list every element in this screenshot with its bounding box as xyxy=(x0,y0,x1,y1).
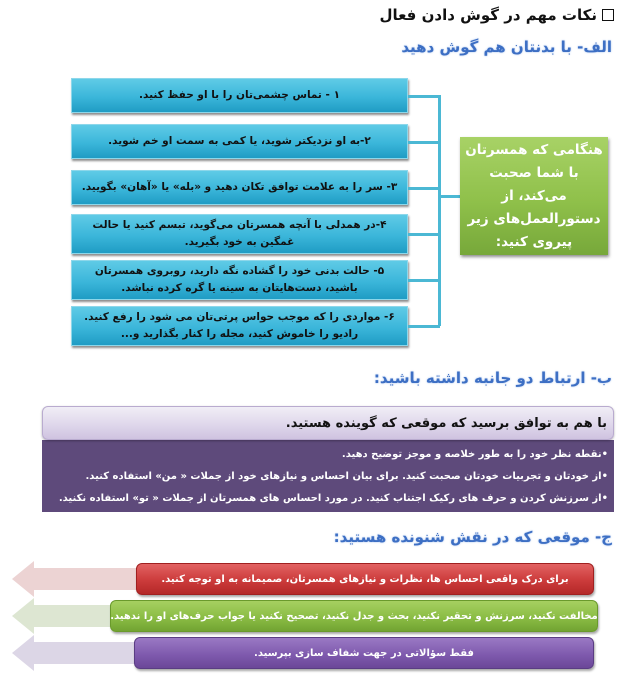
listener-row-2 xyxy=(12,598,598,634)
connector-h-4 xyxy=(408,233,440,236)
section-b-title: ب- ارتباط دو جانبه داشته باشید: xyxy=(373,369,612,387)
guideline-item-2: ۲-به او نزدیکتر شوید، یا کمی به سمت او خم شوید. xyxy=(71,124,408,159)
section-c-title: ج- موقعی که در نقش شنونده هستید: xyxy=(333,528,612,546)
guideline-item-3: ۳- سر را به علامت توافق تکان دهید و «بله» یا «آهان» بگویید. xyxy=(71,170,408,205)
listener-tip-1: برای درک واقعی احساس ها، نظرات و نیازهای همسرتان، صمیمانه به او توجه کنید. xyxy=(136,563,594,595)
guideline-item-4: ۴-در همدلی با آنچه همسرتان می‌گوید، تبسم کنید یا حالت غمگین به خود بگیرید. xyxy=(71,214,408,254)
page-title xyxy=(379,6,614,24)
listener-tip-3: فقط سؤالاتی در جهت شفاف سازی بپرسید. xyxy=(134,637,594,669)
listener-row-3 xyxy=(12,635,592,671)
connector-h-5 xyxy=(408,279,440,282)
speaker-bullets xyxy=(42,440,614,512)
speaker-bullet-3: •از سرزنش کردن و حرف های رکیک اجتناب کنید. در مورد احساس های همسرتان از جملات « تو» استفاده نکنید. xyxy=(58,493,608,504)
page-title-text: نکات مهم در گوش دادن فعال xyxy=(379,6,597,24)
speaker-bullet-1: •نقطه نظر خود را به طور خلاصه و موجز توضیح دهید. xyxy=(341,449,608,460)
connector-h-6 xyxy=(408,325,440,328)
connector-h-2 xyxy=(408,141,440,144)
guideline-item-5: ۵- حالت بدنی خود را گشاده نگه دارید، روبروی همسرتان باشید، دست‌هایتان به سینه یا گره کرده نباشد. xyxy=(71,260,408,300)
speaker-agreement-header: با هم به توافق برسید که موقعی که گوینده هستید. xyxy=(42,406,614,440)
connector-h-1 xyxy=(408,95,440,98)
section-a-title: الف- با بدنتان هم گوش دهید xyxy=(401,38,612,56)
guideline-item-6: ۶- مواردی را که موجب حواس پرتی‌تان می شود را رفع کنید. رادیو را خاموش کنید، مجله را کنار بگذارید و... xyxy=(71,306,408,346)
central-instruction-box: هنگامی که همسرتان با شما صحبت می‌کند، از دستورالعمل‌های زیر پیروی کنید: xyxy=(460,137,608,255)
listener-row-1 xyxy=(12,561,592,597)
listener-tip-2: مخالفت نکنید، سرزنش و تحقیر نکنید، بحث و جدل نکنید، تصحیح نکنید یا جواب حرف‌های او را ندهید. xyxy=(110,600,598,632)
checkbox-icon xyxy=(602,9,614,21)
connector-to-center xyxy=(440,195,460,198)
speaker-bullet-2: •از خودتان و تجربیات خودتان صحبت کنید. برای بیان احساس و نیازهای خود از جملات « من» استفاده کنید. xyxy=(85,471,608,482)
connector-h-3 xyxy=(408,187,440,190)
guideline-item-1: ۱ - تماس چشمی‌تان را با او حفظ کنید. xyxy=(71,78,408,113)
connector-vertical xyxy=(438,95,441,326)
